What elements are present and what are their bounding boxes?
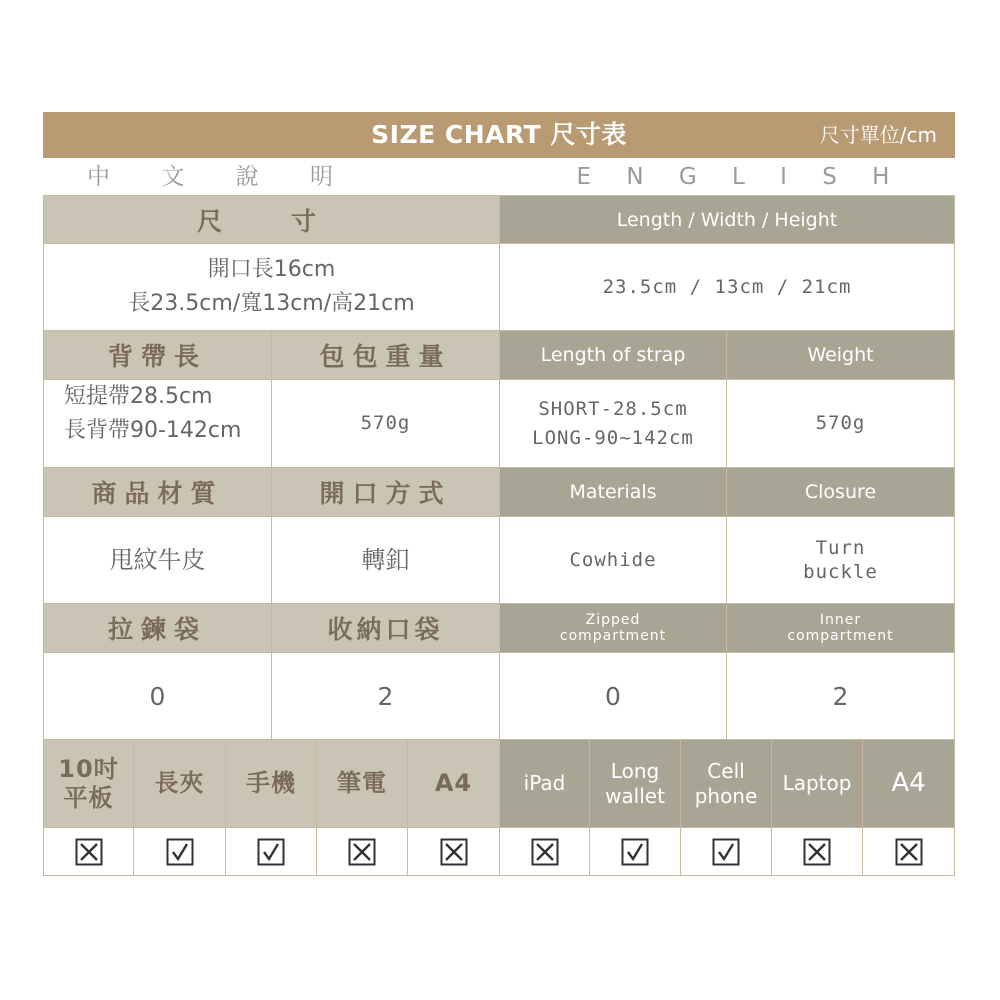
strap-en-header bbox=[500, 331, 727, 380]
strap-zh-value bbox=[43, 380, 272, 468]
capacity-zh-0-line2: 平板 bbox=[63, 783, 114, 812]
checkbox-crossed-icon bbox=[863, 828, 955, 876]
weight-zh-value-text: 570g bbox=[360, 412, 411, 434]
capacity-en-header bbox=[681, 740, 772, 828]
size-en-header-text: Length / Width / Height bbox=[616, 208, 838, 231]
checkbox-crossed-icon bbox=[43, 828, 134, 876]
zip-en-line1: Zipped bbox=[585, 612, 641, 628]
zip-zh-header-text: 拉鍊袋 bbox=[107, 615, 207, 644]
weight-zh-header-text: 包包重量 bbox=[319, 342, 452, 371]
capacity-zh-4-line1: A4 bbox=[434, 769, 473, 797]
size-en-value bbox=[500, 244, 955, 331]
unit-label: 尺寸單位/cm bbox=[819, 123, 937, 147]
strap-zh-line2: 長背帶90-142cm bbox=[64, 418, 242, 443]
capacity-zh-0-line1: 10吋 bbox=[58, 754, 119, 783]
strap-zh-header bbox=[43, 331, 272, 380]
strap-zh-header-text: 背帶長 bbox=[107, 342, 207, 371]
weight-zh-value bbox=[272, 380, 500, 468]
capacity-en-4-line1: A4 bbox=[891, 768, 926, 798]
closure-en-value bbox=[727, 517, 955, 604]
inner-en-value-text: 2 bbox=[832, 681, 849, 711]
size-en-value-text: 23.5cm / 13cm / 21cm bbox=[602, 275, 852, 298]
closure-en-line2: buckle bbox=[803, 561, 878, 583]
capacity-en-2-line2: phone bbox=[694, 783, 758, 808]
checkbox-crossed-icon bbox=[772, 828, 863, 876]
checkbox-crossed-icon bbox=[500, 828, 590, 876]
strap-en-line2: LONG-90~142cm bbox=[532, 426, 694, 449]
capacity-en-0-line1: iPad bbox=[523, 771, 566, 795]
closure-zh-value bbox=[272, 517, 500, 604]
capacity-zh-header bbox=[226, 740, 317, 828]
material-zh-value bbox=[43, 517, 272, 604]
weight-en-header bbox=[727, 331, 955, 380]
capacity-zh-header bbox=[408, 740, 500, 828]
weight-en-header-text: Weight bbox=[807, 344, 874, 366]
material-en-value-text: Cowhide bbox=[569, 548, 657, 571]
inner-zh-header bbox=[272, 604, 500, 653]
material-zh-header-text: 商品材質 bbox=[91, 479, 224, 508]
size-zh-line1: 開口長16cm bbox=[207, 257, 336, 282]
closure-zh-header bbox=[272, 468, 500, 517]
capacity-en-header bbox=[590, 740, 681, 828]
checkbox-crossed-icon bbox=[317, 828, 408, 876]
inner-en-value bbox=[727, 653, 955, 740]
capacity-en-1-line1: Long bbox=[610, 758, 660, 783]
material-en-header-text: Materials bbox=[569, 481, 657, 503]
weight-zh-header bbox=[272, 331, 500, 380]
title-bar bbox=[43, 112, 955, 158]
closure-en-line1: Turn bbox=[815, 537, 866, 559]
material-zh-header bbox=[43, 468, 272, 517]
capacity-en-header bbox=[500, 740, 590, 828]
checkbox-checked-icon bbox=[226, 828, 317, 876]
strap-en-header-text: Length of strap bbox=[540, 344, 686, 366]
material-en-header bbox=[500, 468, 727, 517]
closure-en-header-text: Closure bbox=[804, 481, 877, 503]
zip-en-line2: compartment bbox=[559, 628, 667, 644]
size-zh-line2: 長23.5cm/寬13cm/高21cm bbox=[128, 291, 415, 316]
material-zh-value-text: 甩紋牛皮 bbox=[109, 546, 206, 574]
capacity-en-header bbox=[772, 740, 863, 828]
checkbox-checked-icon bbox=[134, 828, 226, 876]
zip-zh-header bbox=[43, 604, 272, 653]
capacity-zh-3-line1: 筆電 bbox=[337, 769, 387, 797]
size-zh-value bbox=[43, 244, 500, 331]
strap-en-value bbox=[500, 380, 727, 468]
inner-zh-header-text: 收納口袋 bbox=[327, 615, 444, 644]
inner-en-line1: Inner bbox=[819, 612, 862, 628]
weight-en-value bbox=[727, 380, 955, 468]
checkbox-crossed-icon bbox=[408, 828, 500, 876]
english-column-label: E N G L I S H bbox=[576, 164, 904, 190]
page-title: SIZE CHART 尺寸表 bbox=[371, 120, 627, 149]
checkbox-checked-icon bbox=[681, 828, 772, 876]
weight-en-value-text: 570g bbox=[815, 412, 866, 434]
material-en-value bbox=[500, 517, 727, 604]
capacity-en-2-line1: Cell bbox=[707, 758, 745, 783]
inner-zh-value bbox=[272, 653, 500, 740]
capacity-zh-header bbox=[134, 740, 226, 828]
size-zh-header bbox=[43, 195, 500, 244]
capacity-en-1-line2: wallet bbox=[605, 783, 665, 808]
closure-zh-header-text: 開口方式 bbox=[319, 479, 452, 508]
capacity-zh-header bbox=[43, 740, 134, 828]
inner-en-header bbox=[727, 604, 955, 653]
chinese-column-label: 中 文 說 明 bbox=[87, 164, 355, 190]
strap-en-line1: SHORT-28.5cm bbox=[538, 397, 688, 420]
zip-en-value-text: 0 bbox=[605, 681, 621, 711]
strap-zh-line1: 短提帶28.5cm bbox=[64, 384, 213, 409]
capacity-en-header bbox=[863, 740, 955, 828]
capacity-zh-2-line1: 手機 bbox=[246, 769, 296, 797]
zip-en-header bbox=[500, 604, 727, 653]
size-en-header bbox=[500, 195, 955, 244]
inner-en-line2: compartment bbox=[787, 628, 894, 644]
zip-zh-value-text: 0 bbox=[149, 681, 166, 711]
size-zh-header-text: 尺 寸 bbox=[197, 206, 346, 236]
capacity-en-3-line1: Laptop bbox=[782, 771, 852, 795]
inner-zh-value-text: 2 bbox=[377, 681, 394, 711]
checkbox-checked-icon bbox=[590, 828, 681, 876]
closure-zh-value-text: 轉釦 bbox=[361, 546, 410, 574]
zip-en-value bbox=[500, 653, 727, 740]
capacity-zh-1-line1: 長夾 bbox=[154, 769, 205, 797]
capacity-zh-header bbox=[317, 740, 408, 828]
zip-zh-value bbox=[43, 653, 272, 740]
closure-en-header bbox=[727, 468, 955, 517]
